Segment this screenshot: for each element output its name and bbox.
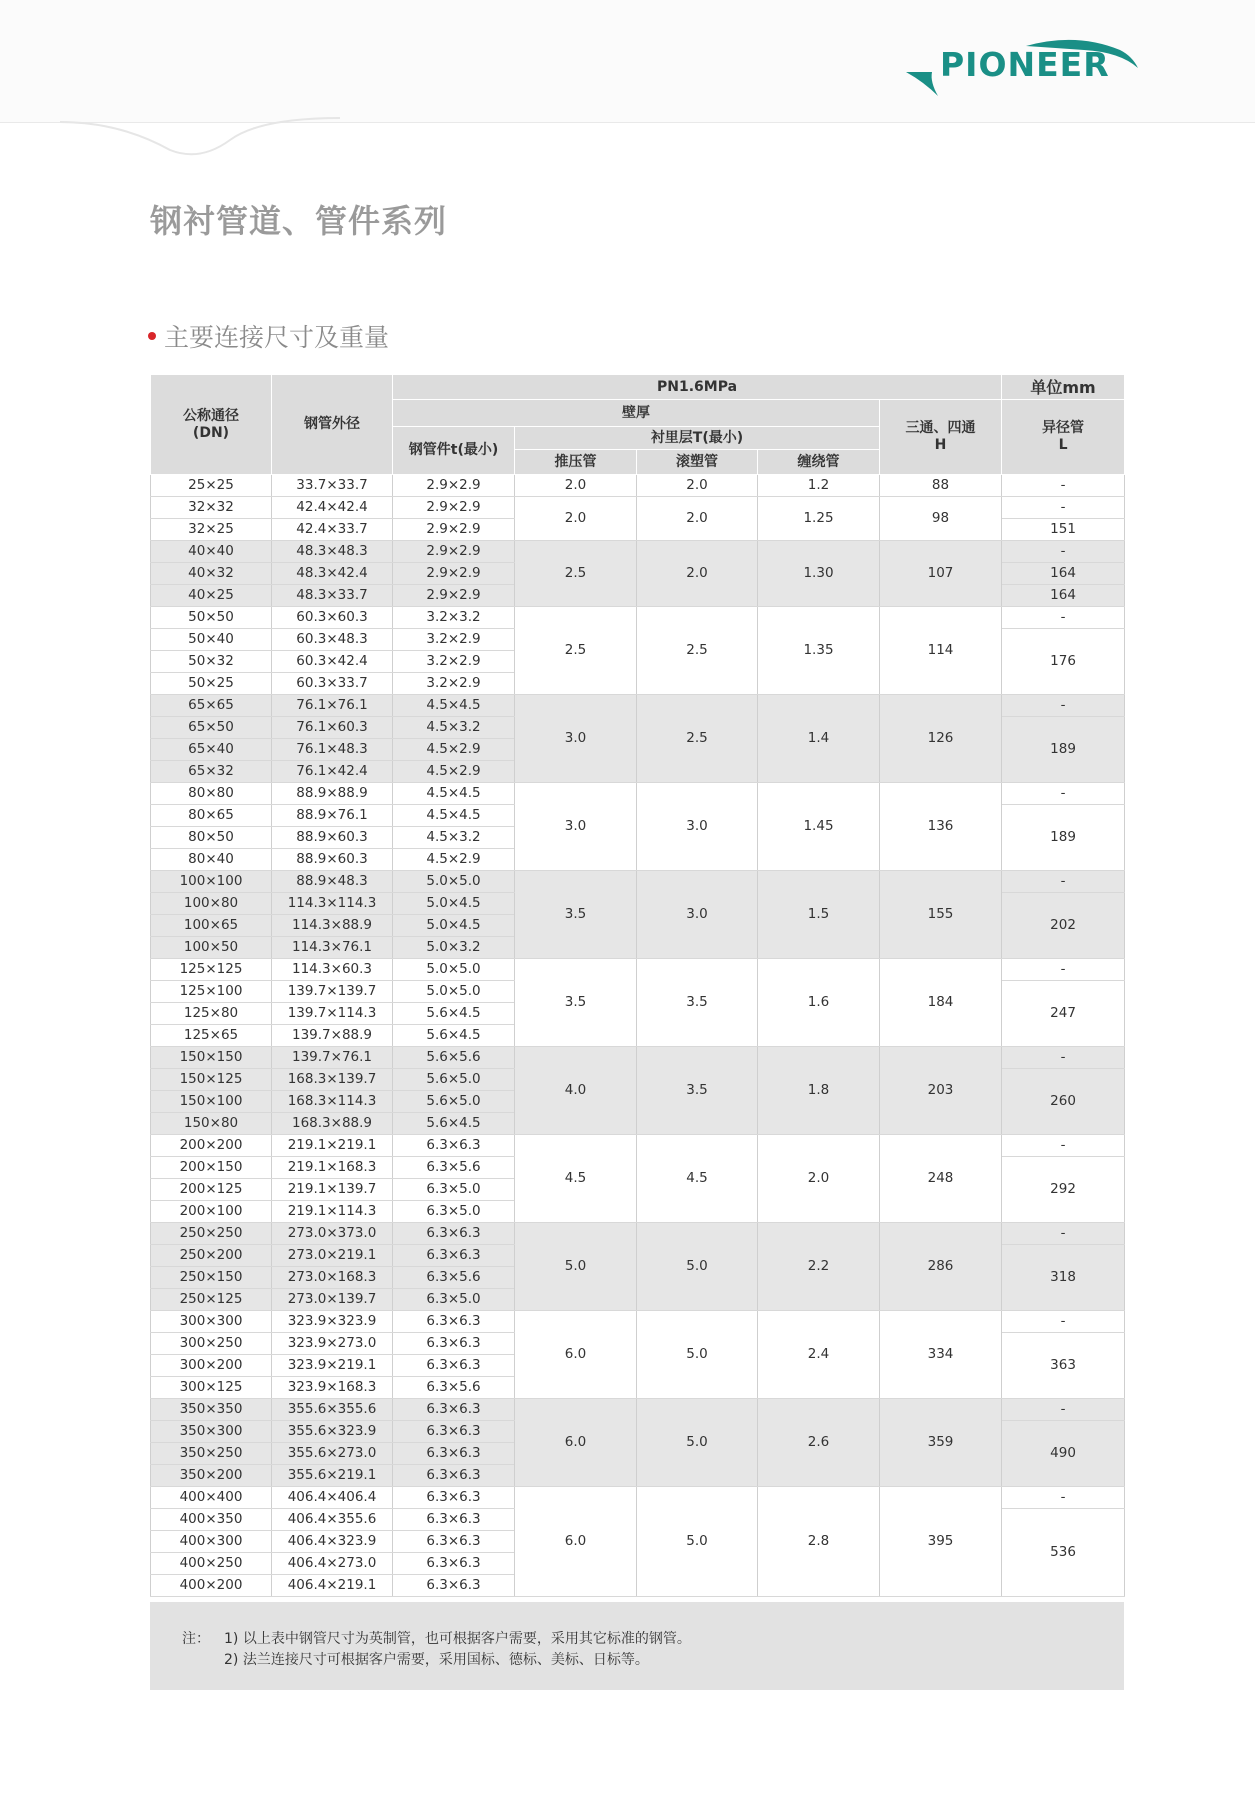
table-row: [151, 475, 1125, 497]
table-row: [151, 959, 1125, 981]
section-title-text: 主要连接尺寸及重量: [164, 323, 390, 352]
table-row: [151, 695, 1125, 717]
cell-od: 139.7×139.7: [272, 981, 393, 1003]
cell-reducer: -: [1002, 695, 1125, 717]
cell-steel-t: 6.3×6.3: [393, 1421, 515, 1443]
table-row: [151, 607, 1125, 629]
cell-reducer: 247: [1002, 981, 1125, 1047]
cell-od: 88.9×60.3: [272, 849, 393, 871]
cell-steel-t: 4.5×3.2: [393, 717, 515, 739]
cell-reducer: 164: [1002, 563, 1125, 585]
cell-push: 2.0: [515, 497, 637, 541]
cell-push: 3.5: [515, 871, 637, 959]
cell-roll: 2.5: [637, 695, 758, 783]
cell-dn: 400×250: [151, 1553, 272, 1575]
header-lining: 衬里层T(最小): [515, 427, 880, 450]
cell-dn: 400×350: [151, 1509, 272, 1531]
cell-od: 406.4×406.4: [272, 1487, 393, 1509]
cell-od: 76.1×76.1: [272, 695, 393, 717]
cell-od: 88.9×48.3: [272, 871, 393, 893]
cell-reducer: 189: [1002, 805, 1125, 871]
cell-steel-t: 6.3×5.6: [393, 1267, 515, 1289]
cell-tee: 334: [880, 1311, 1002, 1399]
cell-tee: 359: [880, 1399, 1002, 1487]
cell-steel-t: 5.6×4.5: [393, 1003, 515, 1025]
cell-reducer: -: [1002, 1223, 1125, 1245]
cell-reducer: 363: [1002, 1333, 1125, 1399]
cell-dn: 300×200: [151, 1355, 272, 1377]
cell-dn: 125×80: [151, 1003, 272, 1025]
cell-dn: 100×50: [151, 937, 272, 959]
cell-wind: 1.25: [758, 497, 880, 541]
table-row: [151, 871, 1125, 893]
cell-wind: 1.8: [758, 1047, 880, 1135]
cell-od: 42.4×33.7: [272, 519, 393, 541]
cell-reducer: -: [1002, 959, 1125, 981]
cell-tee: 98: [880, 497, 1002, 541]
cell-steel-t: 2.9×2.9: [393, 585, 515, 607]
header-curve-decoration: [0, 100, 1255, 170]
bullet-dot-icon: [148, 332, 156, 340]
cell-steel-t: 6.3×6.3: [393, 1465, 515, 1487]
cell-dn: 50×25: [151, 673, 272, 695]
cell-tee: 88: [880, 475, 1002, 497]
cell-dn: 80×40: [151, 849, 272, 871]
section-title: [148, 318, 389, 354]
cell-roll: 2.0: [637, 541, 758, 607]
cell-dn: 80×80: [151, 783, 272, 805]
cell-push: 2.5: [515, 541, 637, 607]
cell-steel-t: 3.2×3.2: [393, 607, 515, 629]
cell-od: 76.1×42.4: [272, 761, 393, 783]
cell-od: 42.4×42.4: [272, 497, 393, 519]
cell-od: 406.4×219.1: [272, 1575, 393, 1597]
cell-od: 406.4×323.9: [272, 1531, 393, 1553]
cell-reducer: 176: [1002, 629, 1125, 695]
cell-od: 355.6×323.9: [272, 1421, 393, 1443]
cell-push: 6.0: [515, 1399, 637, 1487]
table-row: [151, 783, 1125, 805]
cell-dn: 40×40: [151, 541, 272, 563]
cell-roll: 3.5: [637, 1047, 758, 1135]
header-pressure: PN1.6MPa: [393, 375, 1002, 400]
cell-reducer: -: [1002, 607, 1125, 629]
header-od: 钢管外径: [272, 375, 393, 475]
cell-reducer: -: [1002, 475, 1125, 497]
cell-dn: 100×80: [151, 893, 272, 915]
cell-dn: 150×125: [151, 1069, 272, 1091]
cell-steel-t: 6.3×6.3: [393, 1399, 515, 1421]
cell-roll: 5.0: [637, 1487, 758, 1597]
table-row: [151, 497, 1125, 519]
cell-dn: 65×65: [151, 695, 272, 717]
table-row: [151, 1487, 1125, 1509]
cell-steel-t: 6.3×5.6: [393, 1157, 515, 1179]
cell-dn: 400×200: [151, 1575, 272, 1597]
cell-reducer: 260: [1002, 1069, 1125, 1135]
cell-reducer: -: [1002, 1047, 1125, 1069]
cell-push: 2.5: [515, 607, 637, 695]
cell-steel-t: 6.3×6.3: [393, 1531, 515, 1553]
cell-reducer: 189: [1002, 717, 1125, 783]
cell-tee: 248: [880, 1135, 1002, 1223]
cell-dn: 100×65: [151, 915, 272, 937]
cell-roll: 5.0: [637, 1223, 758, 1311]
cell-od: 114.3×88.9: [272, 915, 393, 937]
cell-push: 3.5: [515, 959, 637, 1047]
cell-od: 139.7×88.9: [272, 1025, 393, 1047]
cell-od: 323.9×219.1: [272, 1355, 393, 1377]
cell-roll: 2.0: [637, 497, 758, 541]
cell-wind: 2.4: [758, 1311, 880, 1399]
cell-od: 219.1×114.3: [272, 1201, 393, 1223]
cell-dn: 150×150: [151, 1047, 272, 1069]
cell-tee: 286: [880, 1223, 1002, 1311]
cell-wind: 2.2: [758, 1223, 880, 1311]
table-row: [151, 1399, 1125, 1421]
cell-roll: 2.5: [637, 607, 758, 695]
table-row: [151, 541, 1125, 563]
cell-reducer: 292: [1002, 1157, 1125, 1223]
cell-dn: 400×300: [151, 1531, 272, 1553]
cell-wind: 1.35: [758, 607, 880, 695]
cell-tee: 136: [880, 783, 1002, 871]
cell-reducer: -: [1002, 541, 1125, 563]
cell-steel-t: 4.5×4.5: [393, 695, 515, 717]
cell-steel-t: 5.6×4.5: [393, 1113, 515, 1135]
cell-dn: 350×350: [151, 1399, 272, 1421]
cell-dn: 80×65: [151, 805, 272, 827]
dimension-table: [150, 374, 1125, 1597]
cell-od: 48.3×33.7: [272, 585, 393, 607]
cell-dn: 65×32: [151, 761, 272, 783]
cell-roll: 2.0: [637, 475, 758, 497]
cell-steel-t: 3.2×2.9: [393, 651, 515, 673]
cell-steel-t: 5.6×5.6: [393, 1047, 515, 1069]
cell-dn: 400×400: [151, 1487, 272, 1509]
table-row: [151, 1223, 1125, 1245]
cell-dn: 300×125: [151, 1377, 272, 1399]
cell-steel-t: 6.3×5.0: [393, 1289, 515, 1311]
cell-reducer: -: [1002, 1311, 1125, 1333]
cell-push: 3.0: [515, 783, 637, 871]
cell-roll: 4.5: [637, 1135, 758, 1223]
cell-steel-t: 6.3×6.3: [393, 1443, 515, 1465]
cell-dn: 350×200: [151, 1465, 272, 1487]
cell-steel-t: 4.5×2.9: [393, 739, 515, 761]
cell-od: 48.3×42.4: [272, 563, 393, 585]
cell-dn: 200×150: [151, 1157, 272, 1179]
cell-steel-t: 6.3×6.3: [393, 1245, 515, 1267]
cell-od: 355.6×355.6: [272, 1399, 393, 1421]
cell-dn: 65×40: [151, 739, 272, 761]
cell-od: 60.3×60.3: [272, 607, 393, 629]
cell-steel-t: 2.9×2.9: [393, 563, 515, 585]
cell-steel-t: 5.6×5.0: [393, 1091, 515, 1113]
cell-steel-t: 6.3×5.0: [393, 1201, 515, 1223]
cell-tee: 203: [880, 1047, 1002, 1135]
cell-steel-t: 6.3×6.3: [393, 1355, 515, 1377]
cell-od: 219.1×219.1: [272, 1135, 393, 1157]
cell-od: 88.9×88.9: [272, 783, 393, 805]
cell-dn: 25×25: [151, 475, 272, 497]
cell-dn: 350×300: [151, 1421, 272, 1443]
cell-dn: 250×250: [151, 1223, 272, 1245]
cell-reducer: 151: [1002, 519, 1125, 541]
cell-steel-t: 6.3×6.3: [393, 1223, 515, 1245]
cell-od: 323.9×168.3: [272, 1377, 393, 1399]
cell-tee: 155: [880, 871, 1002, 959]
cell-steel-t: 5.0×4.5: [393, 915, 515, 937]
cell-steel-t: 5.0×5.0: [393, 959, 515, 981]
cell-steel-t: 5.6×4.5: [393, 1025, 515, 1047]
header-push: 推压管: [515, 450, 637, 475]
header-tee: 三通、四通 H: [880, 400, 1002, 475]
cell-reducer: -: [1002, 1135, 1125, 1157]
cell-od: 139.7×76.1: [272, 1047, 393, 1069]
cell-roll: 5.0: [637, 1311, 758, 1399]
cell-od: 114.3×60.3: [272, 959, 393, 981]
cell-od: 406.4×355.6: [272, 1509, 393, 1531]
cell-wind: 1.45: [758, 783, 880, 871]
cell-steel-t: 4.5×2.9: [393, 761, 515, 783]
header-steel-t: 钢管件t(最小): [393, 427, 515, 475]
cell-od: 355.6×273.0: [272, 1443, 393, 1465]
cell-push: 3.0: [515, 695, 637, 783]
cell-tee: 395: [880, 1487, 1002, 1597]
cell-reducer: -: [1002, 783, 1125, 805]
cell-od: 323.9×273.0: [272, 1333, 393, 1355]
header-roll: 滚塑管: [637, 450, 758, 475]
cell-dn: 250×150: [151, 1267, 272, 1289]
header-wind: 缠绕管: [758, 450, 880, 475]
cell-od: 114.3×114.3: [272, 893, 393, 915]
cell-steel-t: 4.5×4.5: [393, 805, 515, 827]
cell-reducer: 164: [1002, 585, 1125, 607]
pioneer-logo: [906, 38, 1142, 100]
cell-steel-t: 6.3×6.3: [393, 1509, 515, 1531]
cell-reducer: -: [1002, 871, 1125, 893]
cell-steel-t: 6.3×5.0: [393, 1179, 515, 1201]
cell-steel-t: 6.3×5.6: [393, 1377, 515, 1399]
cell-roll: 3.0: [637, 871, 758, 959]
cell-wind: 1.4: [758, 695, 880, 783]
notes-box: [150, 1602, 1124, 1690]
cell-od: 323.9×323.9: [272, 1311, 393, 1333]
cell-steel-t: 6.3×6.3: [393, 1487, 515, 1509]
cell-dn: 150×100: [151, 1091, 272, 1113]
note-line-2: 2) 法兰连接尺寸可根据客户需要，采用国标、德标、美标、日标等。: [224, 1652, 649, 1668]
cell-steel-t: 2.9×2.9: [393, 475, 515, 497]
cell-wind: 1.6: [758, 959, 880, 1047]
header-unit: 单位mm: [1002, 375, 1125, 400]
header-reducer: 异径管 L: [1002, 400, 1125, 475]
cell-wind: 2.0: [758, 1135, 880, 1223]
cell-dn: 100×100: [151, 871, 272, 893]
cell-tee: 184: [880, 959, 1002, 1047]
cell-dn: 125×65: [151, 1025, 272, 1047]
table-row: [151, 1135, 1125, 1157]
table-row: [151, 1047, 1125, 1069]
cell-steel-t: 2.9×2.9: [393, 541, 515, 563]
cell-dn: 125×125: [151, 959, 272, 981]
cell-roll: 3.0: [637, 783, 758, 871]
cell-od: 76.1×60.3: [272, 717, 393, 739]
cell-reducer: -: [1002, 497, 1125, 519]
cell-roll: 3.5: [637, 959, 758, 1047]
cell-od: 406.4×273.0: [272, 1553, 393, 1575]
cell-wind: 1.5: [758, 871, 880, 959]
cell-push: 5.0: [515, 1223, 637, 1311]
header-dn: 公称通径 (DN): [151, 375, 272, 475]
cell-dn: 125×100: [151, 981, 272, 1003]
cell-steel-t: 4.5×3.2: [393, 827, 515, 849]
cell-tee: 107: [880, 541, 1002, 607]
cell-od: 273.0×219.1: [272, 1245, 393, 1267]
cell-reducer: 490: [1002, 1421, 1125, 1487]
cell-dn: 350×250: [151, 1443, 272, 1465]
cell-dn: 300×300: [151, 1311, 272, 1333]
cell-dn: 250×200: [151, 1245, 272, 1267]
cell-push: 4.0: [515, 1047, 637, 1135]
cell-push: 6.0: [515, 1487, 637, 1597]
cell-steel-t: 4.5×4.5: [393, 783, 515, 805]
cell-steel-t: 6.3×6.3: [393, 1553, 515, 1575]
logo-text: PIONEER: [940, 45, 1110, 84]
cell-tee: 114: [880, 607, 1002, 695]
cell-push: 6.0: [515, 1311, 637, 1399]
cell-od: 48.3×48.3: [272, 541, 393, 563]
cell-tee: 126: [880, 695, 1002, 783]
cell-od: 88.9×76.1: [272, 805, 393, 827]
cell-od: 273.0×373.0: [272, 1223, 393, 1245]
cell-steel-t: 6.3×6.3: [393, 1311, 515, 1333]
cell-od: 114.3×76.1: [272, 937, 393, 959]
cell-od: 168.3×88.9: [272, 1113, 393, 1135]
cell-roll: 5.0: [637, 1399, 758, 1487]
cell-dn: 250×125: [151, 1289, 272, 1311]
cell-steel-t: 3.2×2.9: [393, 673, 515, 695]
cell-dn: 50×32: [151, 651, 272, 673]
cell-dn: 200×200: [151, 1135, 272, 1157]
cell-dn: 40×32: [151, 563, 272, 585]
cell-steel-t: 6.3×6.3: [393, 1135, 515, 1157]
cell-steel-t: 2.9×2.9: [393, 497, 515, 519]
cell-od: 219.1×139.7: [272, 1179, 393, 1201]
cell-reducer: -: [1002, 1487, 1125, 1509]
cell-steel-t: 5.0×5.0: [393, 981, 515, 1003]
cell-od: 60.3×33.7: [272, 673, 393, 695]
cell-reducer: 536: [1002, 1509, 1125, 1597]
cell-dn: 32×25: [151, 519, 272, 541]
note-line-1: 1) 以上表中钢管尺寸为英制管，也可根据客户需要，采用其它标准的钢管。: [224, 1631, 691, 1647]
cell-push: 2.0: [515, 475, 637, 497]
cell-dn: 50×50: [151, 607, 272, 629]
cell-dn: 50×40: [151, 629, 272, 651]
cell-reducer: -: [1002, 1399, 1125, 1421]
cell-dn: 200×125: [151, 1179, 272, 1201]
page-title: 钢衬管道、管件系列: [150, 202, 448, 240]
cell-od: 139.7×114.3: [272, 1003, 393, 1025]
cell-wind: 2.8: [758, 1487, 880, 1597]
cell-od: 60.3×42.4: [272, 651, 393, 673]
cell-reducer: 202: [1002, 893, 1125, 959]
cell-wind: 2.6: [758, 1399, 880, 1487]
header-wall: 壁厚: [393, 400, 880, 427]
cell-reducer: 318: [1002, 1245, 1125, 1311]
table-body: [151, 475, 1125, 1597]
cell-od: 33.7×33.7: [272, 475, 393, 497]
cell-steel-t: 5.0×4.5: [393, 893, 515, 915]
cell-steel-t: 4.5×2.9: [393, 849, 515, 871]
notes-label: 注：: [182, 1631, 210, 1647]
cell-wind: 1.30: [758, 541, 880, 607]
cell-od: 168.3×114.3: [272, 1091, 393, 1113]
cell-od: 60.3×48.3: [272, 629, 393, 651]
table-row: [151, 1311, 1125, 1333]
cell-push: 4.5: [515, 1135, 637, 1223]
cell-steel-t: 6.3×6.3: [393, 1575, 515, 1597]
cell-od: 273.0×168.3: [272, 1267, 393, 1289]
cell-steel-t: 5.0×3.2: [393, 937, 515, 959]
cell-dn: 65×50: [151, 717, 272, 739]
cell-dn: 200×100: [151, 1201, 272, 1223]
cell-od: 273.0×139.7: [272, 1289, 393, 1311]
cell-dn: 150×80: [151, 1113, 272, 1135]
cell-od: 76.1×48.3: [272, 739, 393, 761]
cell-dn: 32×32: [151, 497, 272, 519]
cell-od: 219.1×168.3: [272, 1157, 393, 1179]
cell-steel-t: 6.3×6.3: [393, 1333, 515, 1355]
cell-steel-t: 5.6×5.0: [393, 1069, 515, 1091]
cell-steel-t: 5.0×5.0: [393, 871, 515, 893]
cell-steel-t: 2.9×2.9: [393, 519, 515, 541]
cell-dn: 80×50: [151, 827, 272, 849]
cell-steel-t: 3.2×2.9: [393, 629, 515, 651]
cell-dn: 300×250: [151, 1333, 272, 1355]
cell-od: 88.9×60.3: [272, 827, 393, 849]
cell-od: 168.3×139.7: [272, 1069, 393, 1091]
cell-wind: 1.2: [758, 475, 880, 497]
cell-dn: 40×25: [151, 585, 272, 607]
cell-od: 355.6×219.1: [272, 1465, 393, 1487]
